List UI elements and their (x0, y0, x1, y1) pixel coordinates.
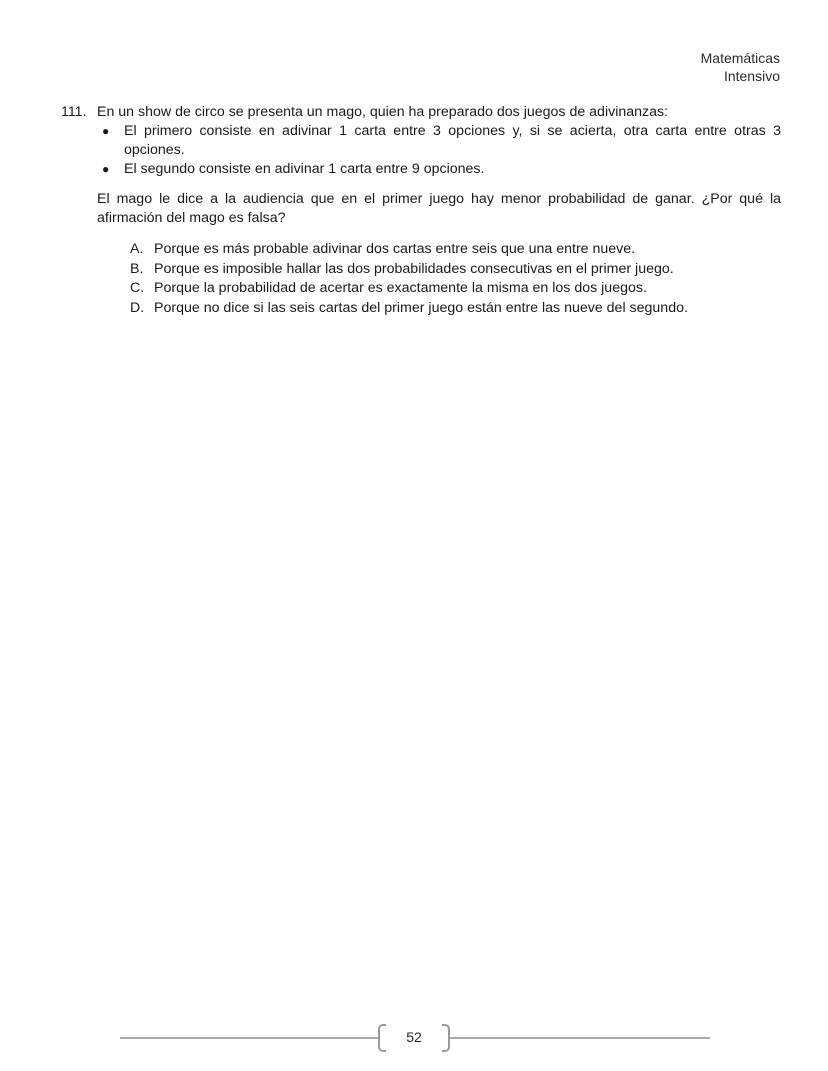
footer-divider-left (120, 1037, 378, 1039)
option-c (130, 279, 828, 299)
page-number: 52 (406, 1029, 422, 1045)
option-d (130, 299, 828, 319)
question-block (61, 103, 781, 332)
subject-label: Matemáticas (700, 50, 780, 66)
left-brace-icon (378, 1024, 386, 1052)
footer-divider-right (450, 1037, 710, 1039)
page-footer (120, 1024, 710, 1052)
bullet-text: El primero consiste en adivinar 1 carta entre 3 opciones y, si se acierta, otra carta entre otras 3 opciones. (124, 123, 781, 158)
answer-options (130, 240, 828, 318)
bullet-icon: ● (102, 124, 110, 138)
page-header (701, 49, 780, 85)
option-a (130, 240, 828, 260)
level-label: Intensivo (723, 68, 780, 84)
bullet-list (97, 122, 781, 179)
option-letter: D. (130, 299, 145, 316)
option-b (130, 260, 828, 280)
option-letter: A. (130, 241, 144, 257)
bullet-text: El segundo consiste en adivinar 1 carta entre 9 opciones. (124, 161, 485, 177)
option-letter: B. (130, 260, 144, 277)
option-letter: C. (130, 280, 145, 296)
option-text: Porque la probabilidad de acertar es exactamente la misma en los dos juegos. (154, 280, 647, 296)
bullet-icon: ● (102, 162, 110, 176)
question-intro (61, 103, 781, 122)
right-brace-icon (442, 1024, 450, 1052)
question-stem: El mago le dice a la audiencia que en el primer juego hay menor probabilidad de ganar. ¿Por qué la afirmación del mago es falsa? (97, 191, 781, 226)
question-intro-text: En un show de circo se presenta un mago, quien ha preparado dos juegos de adivinanzas: (97, 104, 669, 120)
option-text: Porque es más probable adivinar dos cartas entre seis que una entre nueve. (154, 241, 636, 257)
question-number: 111. (61, 104, 87, 120)
option-text: Porque no dice si las seis cartas del primer juego están entre las nueve del segundo. (154, 299, 688, 316)
option-text: Porque es imposible hallar las dos probabilidades consecutivas en el primer juego. (154, 260, 674, 277)
bullet-item (97, 122, 781, 160)
bullet-item (97, 160, 781, 179)
